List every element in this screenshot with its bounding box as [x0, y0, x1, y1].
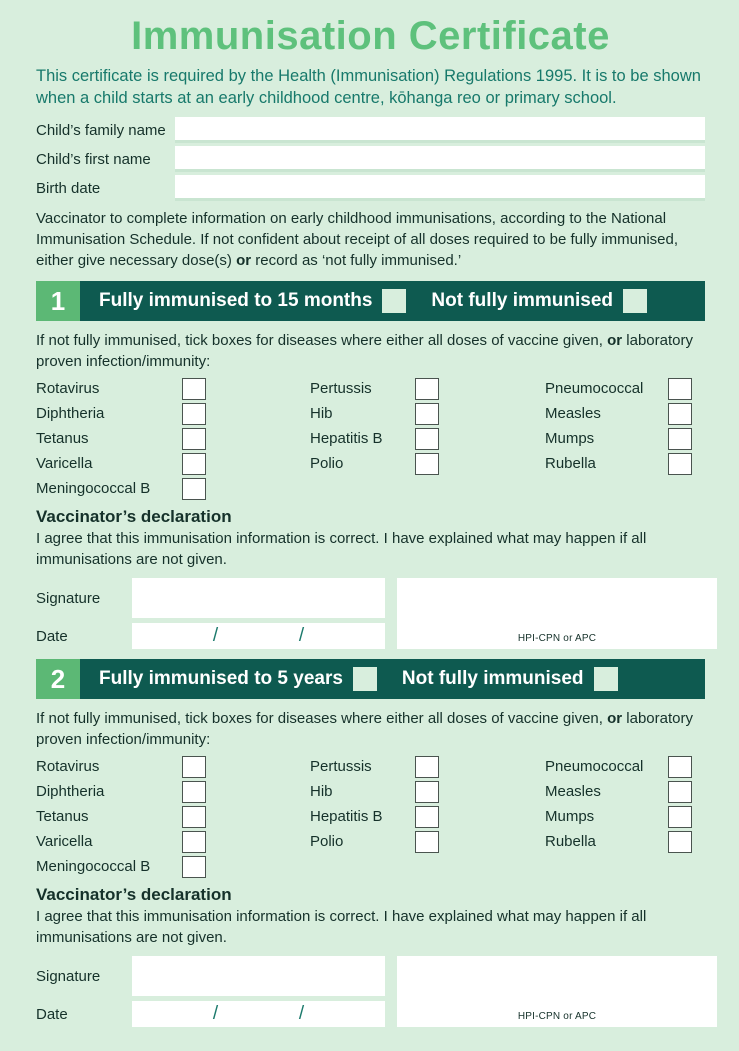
disease-checkbox[interactable]: [182, 806, 206, 828]
field-row-family-name: [36, 117, 705, 143]
tick-instruction-bold: or: [607, 332, 623, 349]
signature-box[interactable]: [132, 956, 385, 996]
disease-label: Pertussis: [310, 758, 372, 775]
disease-label: Diphtheria: [36, 405, 105, 422]
disease-label: Meningococcal B: [36, 858, 151, 875]
date-slash-separator: /: [298, 625, 305, 646]
disease-label: Hib: [310, 783, 333, 800]
vaccinator-note-bold: or: [236, 252, 252, 269]
date-slash-separator: /: [298, 1003, 305, 1024]
disease-column-3: [545, 376, 705, 501]
disease-label: Mumps: [545, 430, 595, 447]
not-fully-immunised-checkbox[interactable]: [623, 289, 647, 313]
disease-checkbox[interactable]: [182, 378, 206, 400]
disease-label: Pneumococcal: [545, 758, 644, 775]
disease-label: Rubella: [545, 455, 596, 472]
disease-row: [36, 451, 310, 476]
disease-row: [36, 829, 310, 854]
hpi-cpn-label: HPI-CPN or APC: [517, 1011, 597, 1022]
disease-label: Mumps: [545, 808, 595, 825]
signature-block: [36, 578, 705, 649]
disease-label: Rotavirus: [36, 380, 100, 397]
field-row-first-name: [36, 146, 705, 172]
disease-label: Diphtheria: [36, 783, 105, 800]
disease-column-1: [36, 754, 310, 879]
disease-label: Varicella: [36, 455, 93, 472]
section-2-number-badge: 2: [36, 659, 80, 699]
disease-row: [310, 401, 545, 426]
disease-checkbox[interactable]: [415, 378, 439, 400]
disease-checkbox[interactable]: [668, 403, 692, 425]
tick-instruction-post: laboratory proven infection/immunity:: [36, 332, 693, 370]
signature-label: Signature: [36, 967, 101, 985]
disease-label: Hepatitis B: [310, 808, 383, 825]
declaration-text: I agree that this immunisation information is correct. I have explained what may happen if all immunisations are not given.: [36, 908, 647, 946]
date-box[interactable]: [132, 1001, 385, 1027]
hpi-cpn-box[interactable]: [397, 578, 717, 649]
date-label: Date: [36, 627, 68, 645]
signature-box[interactable]: [132, 578, 385, 618]
disease-label: Pneumococcal: [545, 380, 644, 397]
disease-column-1: [36, 376, 310, 501]
disease-label: Pertussis: [310, 380, 372, 397]
disease-checkbox[interactable]: [668, 781, 692, 803]
disease-column-2: [310, 376, 545, 501]
disease-row: [545, 376, 705, 401]
disease-checkbox[interactable]: [668, 428, 692, 450]
fully-immunised-checkbox[interactable]: [353, 667, 377, 691]
family-name-label: Child’s family name: [36, 121, 166, 139]
disease-grid: [36, 754, 705, 879]
disease-checkbox[interactable]: [182, 856, 206, 878]
disease-row: [545, 829, 705, 854]
not-fully-immunised-label: Not fully immunised: [431, 290, 613, 311]
signature-block: [36, 956, 705, 1027]
vaccinator-note-post: record as ‘not fully immunised.’: [251, 252, 462, 269]
disease-row: [36, 854, 310, 879]
declaration-title: Vaccinator’s declaration: [36, 507, 232, 526]
disease-checkbox[interactable]: [668, 453, 692, 475]
disease-checkbox[interactable]: [182, 453, 206, 475]
disease-label: Tetanus: [36, 808, 89, 825]
disease-checkbox[interactable]: [668, 831, 692, 853]
child-details: [36, 117, 705, 201]
section-1: [36, 281, 705, 649]
disease-label: Meningococcal B: [36, 480, 151, 497]
disease-checkbox[interactable]: [415, 756, 439, 778]
disease-row: [310, 804, 545, 829]
disease-checkbox[interactable]: [182, 428, 206, 450]
disease-row: [545, 401, 705, 426]
disease-grid: [36, 376, 705, 501]
vaccinator-note: [36, 208, 705, 271]
declaration-text: I agree that this immunisation information is correct. I have explained what may happen if all immunisations are not given.: [36, 530, 647, 568]
disease-row: [36, 426, 310, 451]
disease-row: [545, 779, 705, 804]
first-name-input[interactable]: [175, 146, 705, 172]
disease-row: [545, 804, 705, 829]
disease-checkbox[interactable]: [668, 378, 692, 400]
date-slash-separator: /: [212, 625, 219, 646]
section-1-banner: [36, 281, 705, 321]
disease-row: [36, 754, 310, 779]
disease-label: Measles: [545, 405, 601, 422]
page-title: Immunisation Certificate: [131, 14, 610, 58]
disease-checkbox[interactable]: [182, 781, 206, 803]
disease-label: Hepatitis B: [310, 430, 383, 447]
disease-label: Varicella: [36, 833, 93, 850]
disease-row: [545, 754, 705, 779]
fully-immunised-label: Fully immunised to 15 months: [99, 290, 373, 311]
disease-row: [36, 476, 310, 501]
birth-date-input[interactable]: [175, 175, 705, 201]
disease-label: Tetanus: [36, 430, 89, 447]
page-subtitle: This certificate is required by the Health (Immunisation) Regulations 1995. It is to be shown when a child starts at an early childhood centre, kōhanga reo or primary school.: [36, 67, 701, 107]
section-1-number-badge: 1: [36, 281, 80, 321]
disease-checkbox[interactable]: [415, 428, 439, 450]
section-2-banner: [36, 659, 705, 699]
date-slash-separator: /: [212, 1003, 219, 1024]
tick-instruction-pre: If not fully immunised, tick boxes for diseases where either all doses of vaccine given,: [36, 332, 608, 349]
tick-instruction-pre: If not fully immunised, tick boxes for diseases where either all doses of vaccine given,: [36, 710, 608, 727]
not-fully-immunised-checkbox[interactable]: [594, 667, 618, 691]
disease-column-3: [545, 754, 705, 879]
fully-immunised-label: Fully immunised to 5 years: [99, 668, 343, 689]
disease-row: [310, 451, 545, 476]
disease-row: [545, 426, 705, 451]
disease-checkbox[interactable]: [415, 831, 439, 853]
disease-label: Polio: [310, 833, 344, 850]
disease-checkbox[interactable]: [182, 756, 206, 778]
fully-immunised-checkbox[interactable]: [382, 289, 406, 313]
disease-row: [545, 451, 705, 476]
signature-label: Signature: [36, 589, 101, 607]
disease-checkbox[interactable]: [415, 403, 439, 425]
hpi-cpn-label: HPI-CPN or APC: [517, 633, 597, 644]
disease-checkbox[interactable]: [182, 831, 206, 853]
disease-checkbox[interactable]: [415, 806, 439, 828]
vaccinator-note-pre: Vaccinator to complete information on early childhood immunisations, according to the National Immunisation Schedule. If not confident about receipt of all doses required to be fully immunised, either give necessary dose(s): [36, 210, 679, 269]
date-label: Date: [36, 1005, 68, 1023]
disease-row: [36, 779, 310, 804]
disease-row: [36, 401, 310, 426]
disease-row: [36, 804, 310, 829]
disease-row: [310, 779, 545, 804]
disease-label: Polio: [310, 455, 344, 472]
disease-checkbox[interactable]: [668, 806, 692, 828]
disease-checkbox[interactable]: [668, 756, 692, 778]
disease-row: [310, 426, 545, 451]
field-row-birth-date: [36, 175, 705, 201]
declaration-title: Vaccinator’s declaration: [36, 885, 232, 904]
disease-label: Rubella: [545, 833, 596, 850]
disease-checkbox[interactable]: [415, 453, 439, 475]
disease-row: [310, 754, 545, 779]
disease-row: [310, 376, 545, 401]
disease-label: Hib: [310, 405, 333, 422]
disease-row: [310, 829, 545, 854]
disease-checkbox[interactable]: [182, 478, 206, 500]
not-fully-immunised-label: Not fully immunised: [401, 668, 584, 689]
date-box[interactable]: [132, 623, 385, 649]
tick-instruction: [36, 708, 705, 750]
disease-label: Rotavirus: [36, 758, 100, 775]
disease-row: [36, 376, 310, 401]
disease-checkbox[interactable]: [415, 781, 439, 803]
disease-checkbox[interactable]: [182, 403, 206, 425]
section-2: [36, 659, 705, 1027]
family-name-input[interactable]: [175, 117, 705, 143]
hpi-cpn-box[interactable]: [397, 956, 717, 1027]
disease-column-2: [310, 754, 545, 879]
first-name-label: Child’s first name: [36, 150, 151, 168]
tick-instruction-post: laboratory proven infection/immunity:: [36, 710, 693, 748]
tick-instruction: [36, 330, 705, 372]
disease-label: Measles: [545, 783, 601, 800]
birth-date-label: Birth date: [36, 179, 101, 197]
tick-instruction-bold: or: [607, 710, 623, 727]
